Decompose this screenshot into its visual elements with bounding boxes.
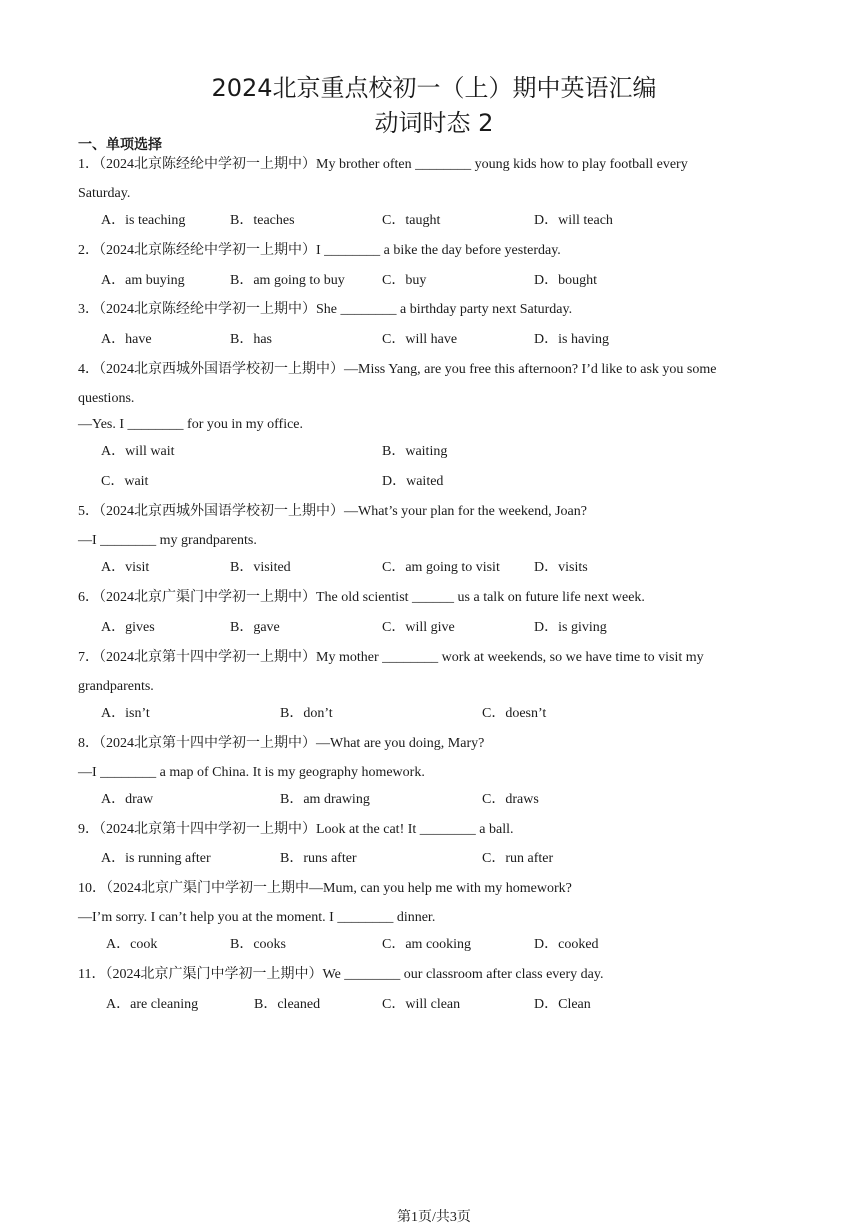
option-c: C．taught [382,213,441,228]
option-c: C．draws [482,792,539,807]
question-text: 6．（2024北京广渠门中学初一上期中）The old scientist ______ us a talk on future life next week. [78,590,645,605]
question-text: 10．（2024北京广渠门中学初一上期中—Mum, can you help me with my homework? [78,881,572,896]
option-b: B．has [230,332,272,347]
option-a: A．visit [101,560,150,575]
option-a: A．am buying [101,273,185,288]
question-text: grandparents. [78,679,154,694]
option-a: A．isn’t [101,706,150,721]
option-b: B．am going to buy [230,273,345,288]
question-text: 2．（2024北京陈经纶中学初一上期中）I ________ a bike the day before yesterday. [78,243,561,258]
question-text: 7．（2024北京第十四中学初一上期中）My mother ________ work at weekends, so we have time to visit my [78,650,704,665]
document-title: 2024北京重点校初一（上）期中英语汇编 [211,74,657,102]
question-text: 11．（2024北京广渠门中学初一上期中）We ________ our classroom after class every day. [78,967,604,982]
question-text: 4．（2024北京西城外国语学校初一上期中）—Miss Yang, are you free this afternoon? I’d like to ask you some [78,362,717,377]
option-b: B．don’t [280,706,333,721]
option-c: C．will have [382,332,458,347]
question-text: —I’m sorry. I can’t help you at the moment. I ________ dinner. [78,910,436,925]
option-b: B．cleaned [254,997,321,1012]
option-b: B．am drawing [280,792,370,807]
question-text: 9．（2024北京第十四中学初一上期中）Look at the cat! It ________ a ball. [78,822,514,837]
question-text: —Yes. I ________ for you in my office. [78,417,304,432]
option-a: A．cook [106,937,158,952]
option-a: A．are cleaning [106,997,199,1012]
option-a: A．draw [101,792,154,807]
option-d: D．cooked [534,937,599,952]
option-a: A．gives [101,620,155,635]
option-b: B．cooks [230,937,286,952]
option-a: A．is teaching [101,213,186,228]
option-d: D．Clean [534,997,591,1012]
option-d: D．is having [534,332,610,347]
question-text: Saturday. [78,186,131,201]
page-footer: 第1页/共3页 [397,1210,471,1225]
option-c: C．doesn’t [482,706,547,721]
option-d: D．is giving [534,620,607,635]
option-b: B．runs after [280,851,357,866]
option-a: A．will wait [101,444,175,459]
question-text: 8．（2024北京第十四中学初一上期中）—What are you doing, Mary? [78,736,485,751]
question-text: questions. [78,391,135,406]
option-c: C．am cooking [382,937,472,952]
question-text: —I ________ a map of China. It is my geography homework. [78,765,425,780]
option-d: D．waited [382,474,444,489]
question-text: —I ________ my grandparents. [78,533,257,548]
option-b: B．visited [230,560,291,575]
option-b: B．gave [230,620,280,635]
option-d: D．visits [534,560,588,575]
question-text: 5．（2024北京西城外国语学校初一上期中）—What’s your plan for the weekend, Joan? [78,504,587,519]
option-b: B．teaches [230,213,295,228]
option-a: A．have [101,332,152,347]
section-heading: 一、单项选择 [78,137,162,153]
option-c: C．run after [482,851,554,866]
document-subtitle: 动词时态 2 [374,109,494,137]
option-c: C．will give [382,620,455,635]
option-d: D．bought [534,273,597,288]
option-c: C．buy [382,273,427,288]
question-text: 1．（2024北京陈经纶中学初一上期中）My brother often ________ young kids how to play football every [78,157,688,172]
option-c: C．am going to visit [382,560,500,575]
option-a: A．is running after [101,851,211,866]
option-d: D．will teach [534,213,613,228]
option-c: C．will clean [382,997,461,1012]
option-b: B．waiting [382,444,448,459]
question-text: 3．（2024北京陈经纶中学初一上期中）She ________ a birthday party next Saturday. [78,302,573,317]
option-c: C．wait [101,474,149,489]
